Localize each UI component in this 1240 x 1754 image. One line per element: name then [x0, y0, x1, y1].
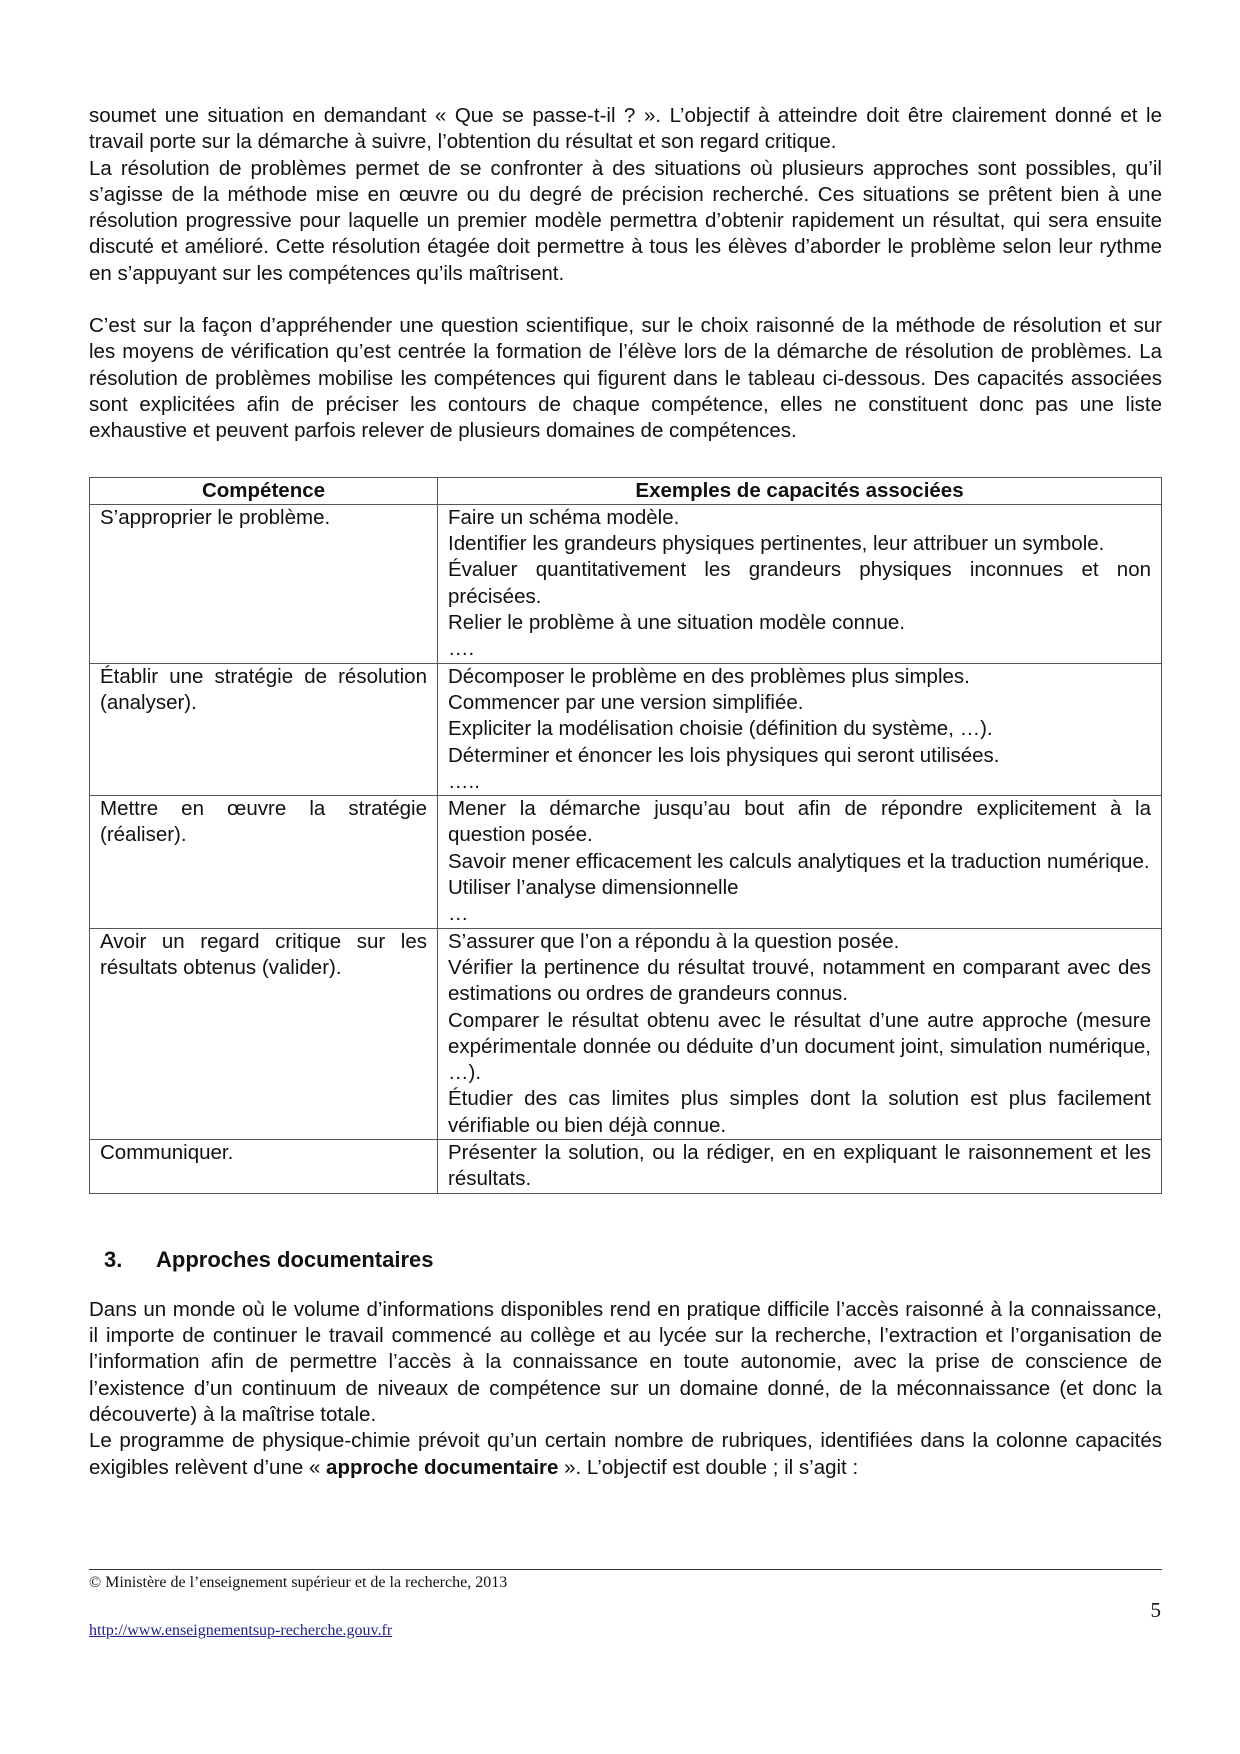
- competence-cell: Communiquer.: [90, 1139, 438, 1193]
- capacities-cell: [438, 796, 1162, 928]
- section-title: Approches documentaires: [156, 1246, 434, 1272]
- section-paragraph-2: [89, 1428, 1162, 1481]
- capacity-item: Faire un schéma modèle.: [448, 505, 680, 529]
- intro-paragraph-1: soumet une situation en demandant « Que se passe-t-il ? ». L’objectif à atteindre doit être clairement donné et le travail porte sur la démarche à suivre, l’obtention du résultat et son regard critique.: [89, 104, 1162, 154]
- table-row: [90, 928, 1162, 1139]
- intro-paragraph-2: La résolution de problèmes permet de se confronter à des situations où plusieurs approches sont possibles, qu’il s’agisse de la méthode mise en œuvre ou du degré de précision recherché. Ces situations se prêtent bien à une résolution progressive pour laquelle un premier modèle permettra d’obtenir rapidement un résultat, qui sera ensuite discuté et amélioré. Cette résolution étagée doit permettre à tous les élèves d’aborder le problème selon leur rythme en s’appuyant sur les compétences qu’ils maîtrisent.: [89, 156, 1162, 285]
- header-competence: Compétence: [90, 477, 438, 504]
- table-row: [90, 663, 1162, 795]
- section-number: 3.: [104, 1246, 123, 1272]
- footer-copyright: © Ministère de l’enseignement supérieur et de la recherche, 2013: [89, 1574, 508, 1591]
- intro-paragraph-3: C’est sur la façon d’appréhender une question scientifique, sur le choix raisonné de la méthode de résolution et sur les moyens de vérification qu’est centrée la formation de l’élève lors de la démarche de résolution de problèmes. La résolution de problèmes mobilise les compétences qui figurent dans le tableau ci-dessous. Des capacités associées sont explicitées afin de préciser les contours de chaque compétence, elles ne constituent donc pas une liste exhaustive et peuvent parfois relever de plusieurs domaines de compétences.: [89, 314, 1162, 443]
- capacity-item: Étudier des cas limites plus simples dont la solution est plus facilement vérifiable ou bien déjà connue.: [448, 1087, 1151, 1137]
- capacity-item: Commencer par une version simplifiée.: [448, 690, 804, 714]
- header-capacities: Exemples de capacités associées: [438, 477, 1162, 504]
- competence-cell: Établir une stratégie de résolution (analyser).: [90, 663, 438, 795]
- capacity-item: Utiliser l’analyse dimensionnelle: [448, 876, 739, 900]
- table-row: [90, 1139, 1162, 1193]
- capacity-item: …..: [448, 769, 480, 793]
- competence-table: [89, 477, 1162, 1194]
- capacity-item: …: [448, 902, 469, 926]
- capacity-item: ….: [448, 637, 475, 661]
- capacity-item: Expliciter la modélisation choisie (définition du système, …).: [448, 717, 993, 741]
- capacity-item: Présenter la solution, ou la rédiger, en en expliquant le raisonnement et les résultats.: [448, 1140, 1151, 1191]
- table-row: [90, 504, 1162, 663]
- capacities-cell: [438, 663, 1162, 795]
- section-heading: [104, 1247, 1162, 1273]
- section-paragraph-1: Dans un monde où le volume d’informations disponibles rend en pratique difficile l’accès raisonné à la connaissance, il importe de continuer le travail commencé au collège et au lycée sur la recherche, l’extraction et l’organisation de l’information afin de permettre l’accès à la connaissance en toute autonomie, avec la prise de conscience de l’existence d’un continuum de niveaux de compétence sur un domaine donné, de la méconnaissance (et donc la découverte) à la maîtrise totale.: [89, 1297, 1162, 1427]
- capacity-item: Comparer le résultat obtenu avec le résultat d’une autre approche (mesure expérimentale donnée ou déduite d’un document joint, simulation numérique, …).: [448, 1008, 1151, 1085]
- competence-cell: Mettre en œuvre la stratégie (réaliser).: [90, 796, 438, 928]
- page-body: [89, 103, 1162, 1481]
- capacity-item: Vérifier la pertinence du résultat trouvé, notamment en comparant avec des estimations ou ordres de grandeurs connus.: [448, 955, 1151, 1006]
- capacity-item: S’assurer que l’on a répondu à la question posée.: [448, 929, 900, 953]
- capacity-item: Savoir mener efficacement les calculs analytiques et la traduction numérique.: [448, 849, 1150, 873]
- capacity-item: Relier le problème à une situation modèle connue.: [448, 611, 905, 635]
- table-header-row: [90, 477, 1162, 504]
- capacity-item: Évaluer quantitativement les grandeurs physiques inconnues et non précisées.: [448, 558, 1151, 608]
- footer-divider: [89, 1569, 1162, 1570]
- capacity-item: Décomposer le problème en des problèmes plus simples.: [448, 664, 970, 688]
- footer-link[interactable]: http://www.enseignementsup-recherche.gouv.fr: [89, 1622, 393, 1639]
- capacities-cell: [438, 928, 1162, 1139]
- competence-cell: S’approprier le problème.: [90, 504, 438, 663]
- section-paragraph-2-start: Le programme de physique-chimie prévoit qu’un certain nombre de rubriques, identifiées dans la colonne capacités exigibles relèvent d’une «: [89, 1429, 1162, 1479]
- table-row: [90, 796, 1162, 928]
- capacity-item: Déterminer et énoncer les lois physiques qui seront utilisées.: [448, 743, 1000, 767]
- approche-documentaire-bold: approche documentaire: [326, 1455, 559, 1479]
- capacities-cell: [438, 1139, 1162, 1193]
- capacities-cell: [438, 504, 1162, 663]
- capacity-item: Identifier les grandeurs physiques pertinentes, leur attribuer un symbole.: [448, 532, 1105, 556]
- capacity-item: Mener la démarche jusqu’au bout afin de répondre explicitement à la question posée.: [448, 797, 1151, 847]
- competence-cell: Avoir un regard critique sur les résultats obtenus (valider).: [90, 928, 438, 1139]
- page-number: 5: [1150, 1598, 1161, 1622]
- section-paragraph-2-end: ». L’objectif est double ; il s’agit :: [558, 1455, 859, 1479]
